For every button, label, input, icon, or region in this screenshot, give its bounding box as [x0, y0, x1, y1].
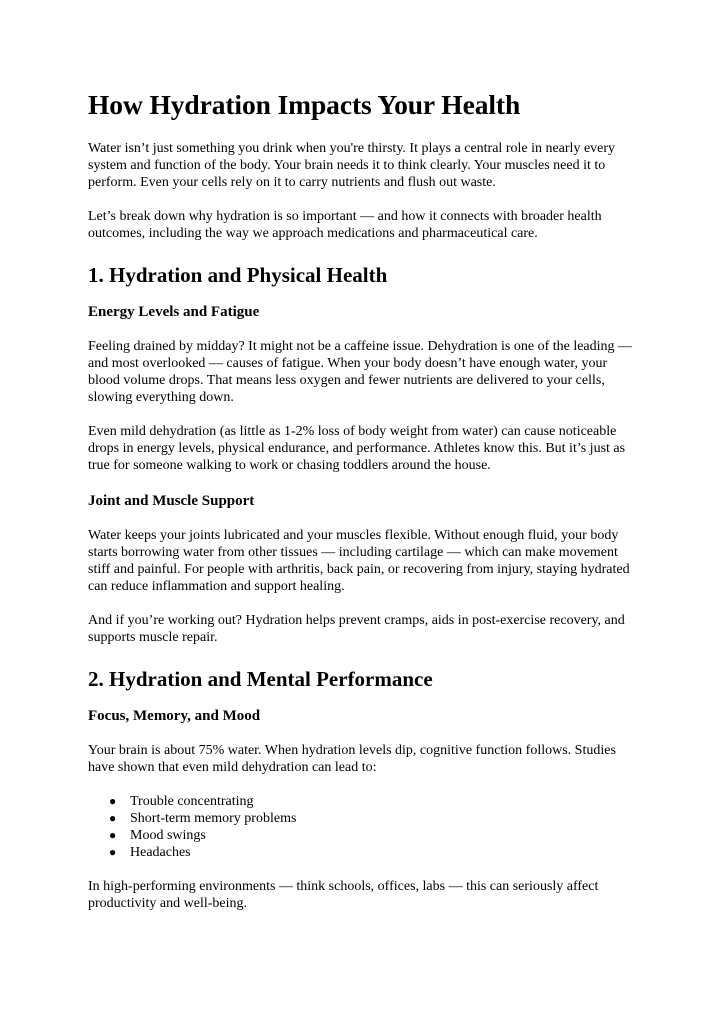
list-item-text: Trouble concentrating [130, 794, 254, 809]
page-title: How Hydration Impacts Your Health [88, 89, 521, 120]
brain-paragraph: Your brain is about 75% water. When hydration levels dip, cognitive function follows. Studies have shown that even mild dehydration can lead to: [88, 743, 616, 775]
bullet-icon: ● [109, 845, 117, 859]
bullet-icon: ● [109, 794, 117, 808]
energy-paragraph-2: Even mild dehydration (as little as 1-2% loss of body weight from water) can cause noticeable drops in energy levels, physical endurance, and performance. Athletes know this. But it’s just as true for someone walking to work or chasing toddlers around the house. [88, 424, 626, 473]
list-item [109, 810, 640, 827]
bullet-icon: ● [109, 828, 117, 842]
list-item-text: Short-term memory problems [130, 811, 297, 826]
closing-paragraph: In high-performing environments — think schools, offices, labs — this can seriously affect productivity and well-being. [88, 879, 599, 911]
section-1-sub-2-heading: Joint and Muscle Support [88, 493, 255, 509]
list-item-text: Headaches [130, 845, 191, 860]
energy-paragraph-1: Feeling drained by midday? It might not be a caffeine issue. Dehydration is one of the leading — and most overlooked — causes of fatigue. When your body doesn’t have enough water, your blood volume drops. That means less oxygen and fewer nutrients are delivered to your cells, slowing everything down. [88, 339, 633, 405]
joint-paragraph-2: And if you’re working out? Hydration helps prevent cramps, aids in post-exercise recovery, and supports muscle repair. [88, 613, 625, 645]
list-item-text: Mood swings [130, 828, 206, 843]
joint-paragraph-1: Water keeps your joints lubricated and your muscles flexible. Without enough fluid, your body starts borrowing water from other tissues — including cartilage — which can make movement stiff and painful. For people with arthritis, back pain, or recovering from injury, staying hydrated can reduce inflammation and support healing. [88, 528, 630, 594]
intro-paragraph-2: Let’s break down why hydration is so important — and how it connects with broader health outcomes, including the way we approach medications and pharmaceutical care. [88, 209, 602, 241]
section-2-sub-1-heading: Focus, Memory, and Mood [88, 708, 261, 724]
symptom-list [88, 793, 640, 861]
intro-paragraph-1: Water isn’t just something you drink when you're thirsty. It plays a central role in nearly every system and function of the body. Your brain needs it to think clearly. Your muscles need it to perform. Even your cells rely on it to carry nutrients and flush out waste. [88, 141, 616, 190]
section-1-heading: 1. Hydration and Physical Health [88, 263, 388, 287]
section-1-sub-1-heading: Energy Levels and Fatigue [88, 304, 260, 320]
bullet-icon: ● [109, 811, 117, 825]
section-2-heading: 2. Hydration and Mental Performance [88, 667, 433, 691]
list-item [109, 793, 640, 810]
list-item [109, 827, 640, 844]
list-item [109, 844, 640, 861]
